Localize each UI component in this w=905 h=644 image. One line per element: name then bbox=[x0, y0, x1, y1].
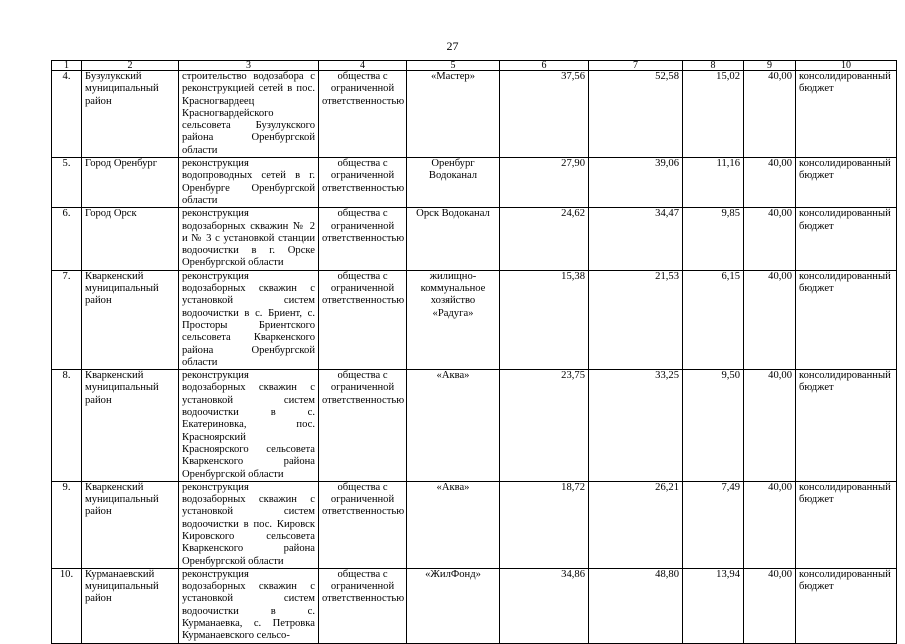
row-number-cell: 9. bbox=[52, 481, 82, 568]
value-col6-cell: 34,86 bbox=[500, 568, 589, 643]
object-description-cell: реконструкция водозаборных скважин с установкой систем водоочистки в с. Бриент, с. Просторы Бриентского сельсовета Кваркенского района Оренбургской области bbox=[179, 270, 319, 369]
organization-cell: жилищно-коммунальное хозяйство «Радуга» bbox=[407, 270, 500, 369]
object-description-cell: реконструкция водозаборных скважин с установкой систем водоочистки в с. Курманаевка, с. Петровка Курманаевского сельсо- bbox=[179, 568, 319, 643]
table-row bbox=[52, 270, 897, 369]
object-description-cell: реконструкция водозаборных скважин № 2 и № 3 с установкой станции водоочистки в г. Орске Оренбургской области bbox=[179, 208, 319, 270]
budget-source-cell: консолидированный бюджет bbox=[796, 370, 897, 482]
value-col6-cell: 15,38 bbox=[500, 270, 589, 369]
value-col9-cell: 40,00 bbox=[744, 568, 796, 643]
organization-cell: «Аква» bbox=[407, 370, 500, 482]
table-row bbox=[52, 481, 897, 568]
organization-cell: Оренбург Водоканал bbox=[407, 158, 500, 208]
legal-form-cell: общества с ограниченной ответственностью bbox=[319, 270, 407, 369]
district-cell: Город Орск bbox=[82, 208, 179, 270]
legal-form-cell: общества с ограниченной ответственностью bbox=[319, 370, 407, 482]
legal-form-cell: общества с ограниченной ответственностью bbox=[319, 568, 407, 643]
budget-source-cell: консолидированный бюджет bbox=[796, 158, 897, 208]
organization-cell: «ЖилФонд» bbox=[407, 568, 500, 643]
value-col9-cell: 40,00 bbox=[744, 158, 796, 208]
table-row bbox=[52, 208, 897, 270]
organization-cell: «Мастер» bbox=[407, 71, 500, 158]
table-row bbox=[52, 158, 897, 208]
value-col8-cell: 11,16 bbox=[683, 158, 744, 208]
header-cell: 10 bbox=[796, 61, 897, 71]
header-cell: 2 bbox=[82, 61, 179, 71]
value-col6-cell: 37,56 bbox=[500, 71, 589, 158]
district-cell: Кваркенский муниципальный район bbox=[82, 270, 179, 369]
row-number-cell: 10. bbox=[52, 568, 82, 643]
value-col7-cell: 48,80 bbox=[589, 568, 683, 643]
budget-source-cell: консолидированный бюджет bbox=[796, 270, 897, 369]
district-cell: Город Оренбург bbox=[82, 158, 179, 208]
organization-cell: «Аква» bbox=[407, 481, 500, 568]
district-cell: Бузулукский муниципальный район bbox=[82, 71, 179, 158]
value-col7-cell: 52,58 bbox=[589, 71, 683, 158]
value-col8-cell: 15,02 bbox=[683, 71, 744, 158]
row-number-cell: 8. bbox=[52, 370, 82, 482]
header-cell: 6 bbox=[500, 61, 589, 71]
value-col8-cell: 9,85 bbox=[683, 208, 744, 270]
page-number: 27 bbox=[446, 39, 459, 53]
row-number-cell: 7. bbox=[52, 270, 82, 369]
header-cell: 7 bbox=[589, 61, 683, 71]
header-cell: 3 bbox=[179, 61, 319, 71]
legal-form-cell: общества с ограниченной ответственностью bbox=[319, 208, 407, 270]
object-description-cell: строительство водозабора с реконструкцией сетей в пос. Красногвардеец Красногвардейского сельсовета Бузулукского района Оренбургской области bbox=[179, 71, 319, 158]
value-col7-cell: 34,47 bbox=[589, 208, 683, 270]
object-description-cell: реконструкция водозаборных скважин с установкой систем водоочистки в пос. Кировск Кировского сельсовета Кваркенского района Оренбургской области bbox=[179, 481, 319, 568]
data-table bbox=[51, 60, 897, 644]
value-col8-cell: 13,94 bbox=[683, 568, 744, 643]
value-col8-cell: 7,49 bbox=[683, 481, 744, 568]
row-number-cell: 5. bbox=[52, 158, 82, 208]
value-col9-cell: 40,00 bbox=[744, 370, 796, 482]
budget-source-cell: консолидированный бюджет bbox=[796, 71, 897, 158]
value-col7-cell: 26,21 bbox=[589, 481, 683, 568]
budget-source-cell: консолидированный бюджет bbox=[796, 481, 897, 568]
value-col9-cell: 40,00 bbox=[744, 270, 796, 369]
organization-cell: Орск Водоканал bbox=[407, 208, 500, 270]
district-cell: Кваркенский муниципальный район bbox=[82, 370, 179, 482]
value-col7-cell: 33,25 bbox=[589, 370, 683, 482]
value-col9-cell: 40,00 bbox=[744, 481, 796, 568]
value-col8-cell: 9,50 bbox=[683, 370, 744, 482]
legal-form-cell: общества с ограниченной ответственностью bbox=[319, 481, 407, 568]
value-col9-cell: 40,00 bbox=[744, 71, 796, 158]
value-col6-cell: 18,72 bbox=[500, 481, 589, 568]
object-description-cell: реконструкция водозаборных скважин с установкой систем водоочистки в с. Екатериновка, пос. Красноярский Красноярского сельсовета Кваркенского района Оренбургской области bbox=[179, 370, 319, 482]
district-cell: Курманаевский муниципальный район bbox=[82, 568, 179, 643]
table-row bbox=[52, 568, 897, 643]
table-row bbox=[52, 370, 897, 482]
header-row bbox=[52, 61, 897, 71]
district-cell: Кваркенский муниципальный район bbox=[82, 481, 179, 568]
value-col7-cell: 39,06 bbox=[589, 158, 683, 208]
budget-source-cell: консолидированный бюджет bbox=[796, 208, 897, 270]
object-description-cell: реконструкция водопроводных сетей в г. Оренбурге Оренбургской области bbox=[179, 158, 319, 208]
header-cell: 4 bbox=[319, 61, 407, 71]
budget-source-cell: консолидированный бюджет bbox=[796, 568, 897, 643]
legal-form-cell: общества с ограниченной ответственностью bbox=[319, 71, 407, 158]
value-col8-cell: 6,15 bbox=[683, 270, 744, 369]
header-cell: 9 bbox=[744, 61, 796, 71]
row-number-cell: 6. bbox=[52, 208, 82, 270]
table-row bbox=[52, 71, 897, 158]
value-col6-cell: 24,62 bbox=[500, 208, 589, 270]
value-col9-cell: 40,00 bbox=[744, 208, 796, 270]
legal-form-cell: общества с ограниченной ответственностью bbox=[319, 158, 407, 208]
value-col7-cell: 21,53 bbox=[589, 270, 683, 369]
row-number-cell: 4. bbox=[52, 71, 82, 158]
value-col6-cell: 23,75 bbox=[500, 370, 589, 482]
header-cell: 8 bbox=[683, 61, 744, 71]
header-cell: 5 bbox=[407, 61, 500, 71]
header-cell: 1 bbox=[52, 61, 82, 71]
value-col6-cell: 27,90 bbox=[500, 158, 589, 208]
